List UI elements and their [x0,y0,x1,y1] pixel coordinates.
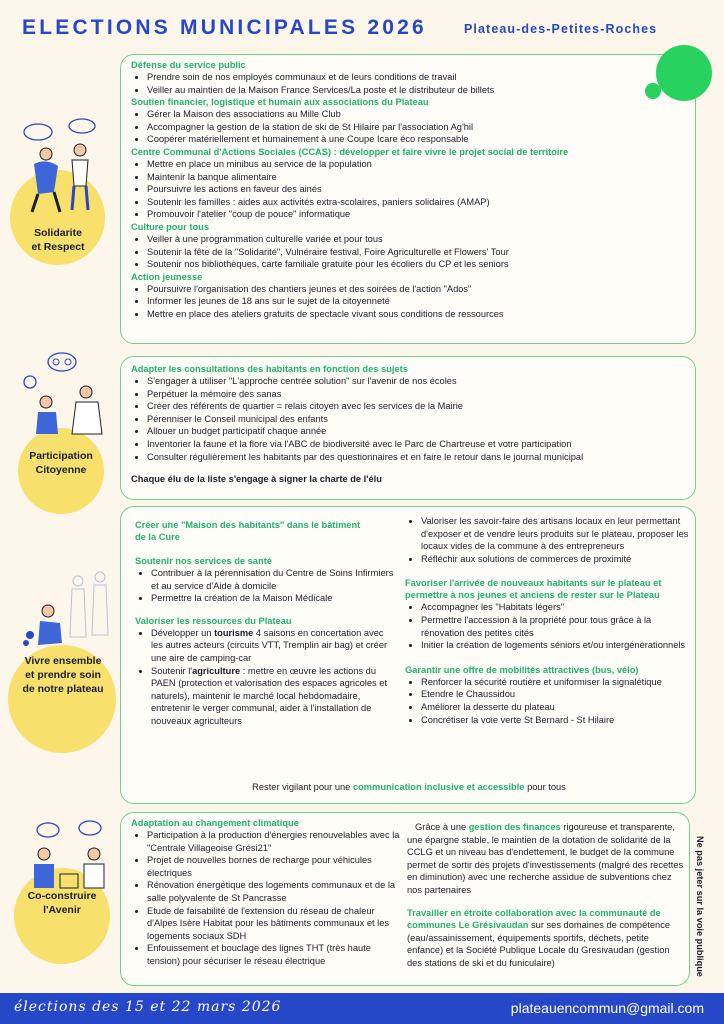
communication-note: Rester vigilant pour une communication inclusive et accessible pour tous [252,782,566,792]
col-right: • Valoriser les savoir-faire des artisans locaux en leur permettant d'exposer et de vendre leurs produits sur le plateau, proposer les locaux vides de la commune à des entrepreneurs • Réfléchir aux solutions de commerces de proximité Favoriser l'arrivée de nouveaux habitants sur le plateau et permettre à nos jeunes et anciens de rester sur le Plateau • Accompagner les "Habitats légers" • Permettre l'accession à la propriété pour tous grâce à la rénovation des petites cités • Initier la création de logements séniors et/ou intergénérationnels Garantir une offre de mobilités attractives (bus, vélo) • Renforcer la sécurité routière et uniformiser la signalétique • Etendre le Chaussidou • Améliorer la desserte du plateau • Concrétiser la voie verte St Bernard - St Hilaire [405,515,691,726]
people-helping-icon [14,112,114,222]
collaboration-paragraph: Travailler en étroite collaboration avec la communauté de communes Le Grésivaudan sur ses domaines de compétence (eau/assainissement, équipements sportifs, déchets, petite enfance) et la Société Publique Locale du Gresivaudan (gestion des stations de ski et du funiculaire) [407,907,671,968]
footer-email[interactable]: plateauencommun@gmail.com [510,1000,704,1016]
col-left: Adaptation au changement climatique • Participation à la production d'énergies renouvelables avec la "Centrale Villageoise Grési21" • Projet de nouvelles bornes de recharge pour véhicules électriques • Rénovation énergétique des logements communaux et de la salle polyvalente de St Pancrasse • Etude de faisabilité de l'extension du réseau de chaleur d'Alpes Isère Habitat pour les bâtiments communaux et les logements sociaux SDH • Enfouissement et bouclage des lignes THT (très haute tension) pour sécuriser le réseau électrique [131,817,403,968]
page-subtitle: Plateau-des-Petites-Roches [464,22,658,36]
footer-dates: élections des 15 et 22 mars 2026 [14,999,282,1015]
page-title: ELECTIONS MUNICIPALES 2026 [22,16,427,39]
section-label-participation: Participation Citoyenne [29,450,93,476]
section-solidarite: Défense du service public • Prendre soin de nos employés communaux et de leurs conditions de travail • Veiller au maintien de la Maison France Services/La poste et le distributeur de billets Soutien financier, logistique et humain aux associations du Plateau • Gérer la Maison des associations au Mille Club • Accompagner la gestion de la station de ski de St Hilaire par l'association Ag'hil • Coopérer matériellement et humainement à une Coupe Icare éco responsable Centre Communal d'Actions Sociales (CCAS) : développer et faire vivre le projet social de territoire • Mettre en place un minibus au service de la population • Maintenir la banque alimentaire • Poursuivre les actions en faveur des ainés • Soutenir les familles : aides aux activités extra-scolaires, paniers solidaires (AMAP) • Promouvoir l'atelier "coup de pouce" informatique Culture pour tous • Veiller à une programmation culturelle variée et pour tous • Soutenir la fête de la "Solidarité", Vulnéraire festival, Foire Agriculturelle et Flowers' Tour • Soutenir nos bibliothèques, carte familiale gratuite pour les écoliers du CP et les seniors Action jeunesse • Poursuivre l'organisation des chantiers jeunes et des soirées de l'action "Ados" • Informer les jeunes de 18 ans sur le sujet de la citoyenneté • Mettre en place des ateliers gratuits de spectacle vivant sous conditions de ressources [120,54,696,344]
finances-paragraph: Grâce à une gestion des finances rigoureuse et transparente, une épargne stable, le maintien de la dotation de solidarité de la CCLG et un niveau bas d'endettement, le budget de la commune permet de sortir des projets d'investissements (malgré des recettes en diminution) avec une recherche assidue de subventions chez nos partenaires [407,822,684,895]
section-label-co-construire: Co-construire l'Avenir [27,890,97,916]
green-dots-icon [641,47,721,117]
section-label-solidarite: Solidarite et Respect [31,227,85,253]
charte-note: Chaque élu de la liste s'engage à signer la charte de l'élu [131,474,382,485]
people-thinking-icon [16,348,116,438]
people-building-icon [20,818,120,898]
section-vivre-ensemble [120,506,696,804]
col-right [407,821,685,970]
footer [0,993,724,1024]
side-note: Ne pas jeter sur la voie publique [695,836,705,977]
header [0,0,724,44]
col-left: Créer une "Maison des habitants" dans le bâtiment de la Cure Soutenir nos services de santé • Contribuer à la pérennisation du Centre de Soins Infirmiers et au service d'Aide à domicile • Permettre la création de la Maison Médicale Valoriser les ressources du Plateau • Développer un tourisme 4 saisons en concertation avec les autres acteurs (circuits VTT, Tremplin air bag) et créer une aire de camping-car • Soutenir l'agriculture : mettre en œuvre les actions du PAEN (protection et valorisation des espaces agricoles et naturels), maintenir le marché local hebdomadaire, entretenir le verger communal, aider à l'installation de nouveaux agriculteurs [135,519,397,728]
people-gardening-icon [18,565,118,650]
section-co-construire [120,812,690,986]
section-label-vivre-ensemble: Vivre ensemble et prendre soin de notre plateau [22,655,104,695]
section-participation: Adapter les consultations des habitants en fonction des sujets • S'engager à utiliser "L'approche centrée solution" sur l'avenir de nos écoles • Perpétuer la mémoire des sanas • Créer des référents de quartier = relais citoyen avec les services de la Mairie • Pérenniser le Conseil municipal des enfants • Allouer un budget participatif chaque année • Inventorier la faune et la flore via l'ABC de biodiversité avec le Parc de Chartreuse et votre participation • Consulter régulièrement les habitants par des questionnaires et en faire le retour dans le journal municipal Chaque élu de la liste s'engage à signer la charte de l'élu [120,356,696,500]
